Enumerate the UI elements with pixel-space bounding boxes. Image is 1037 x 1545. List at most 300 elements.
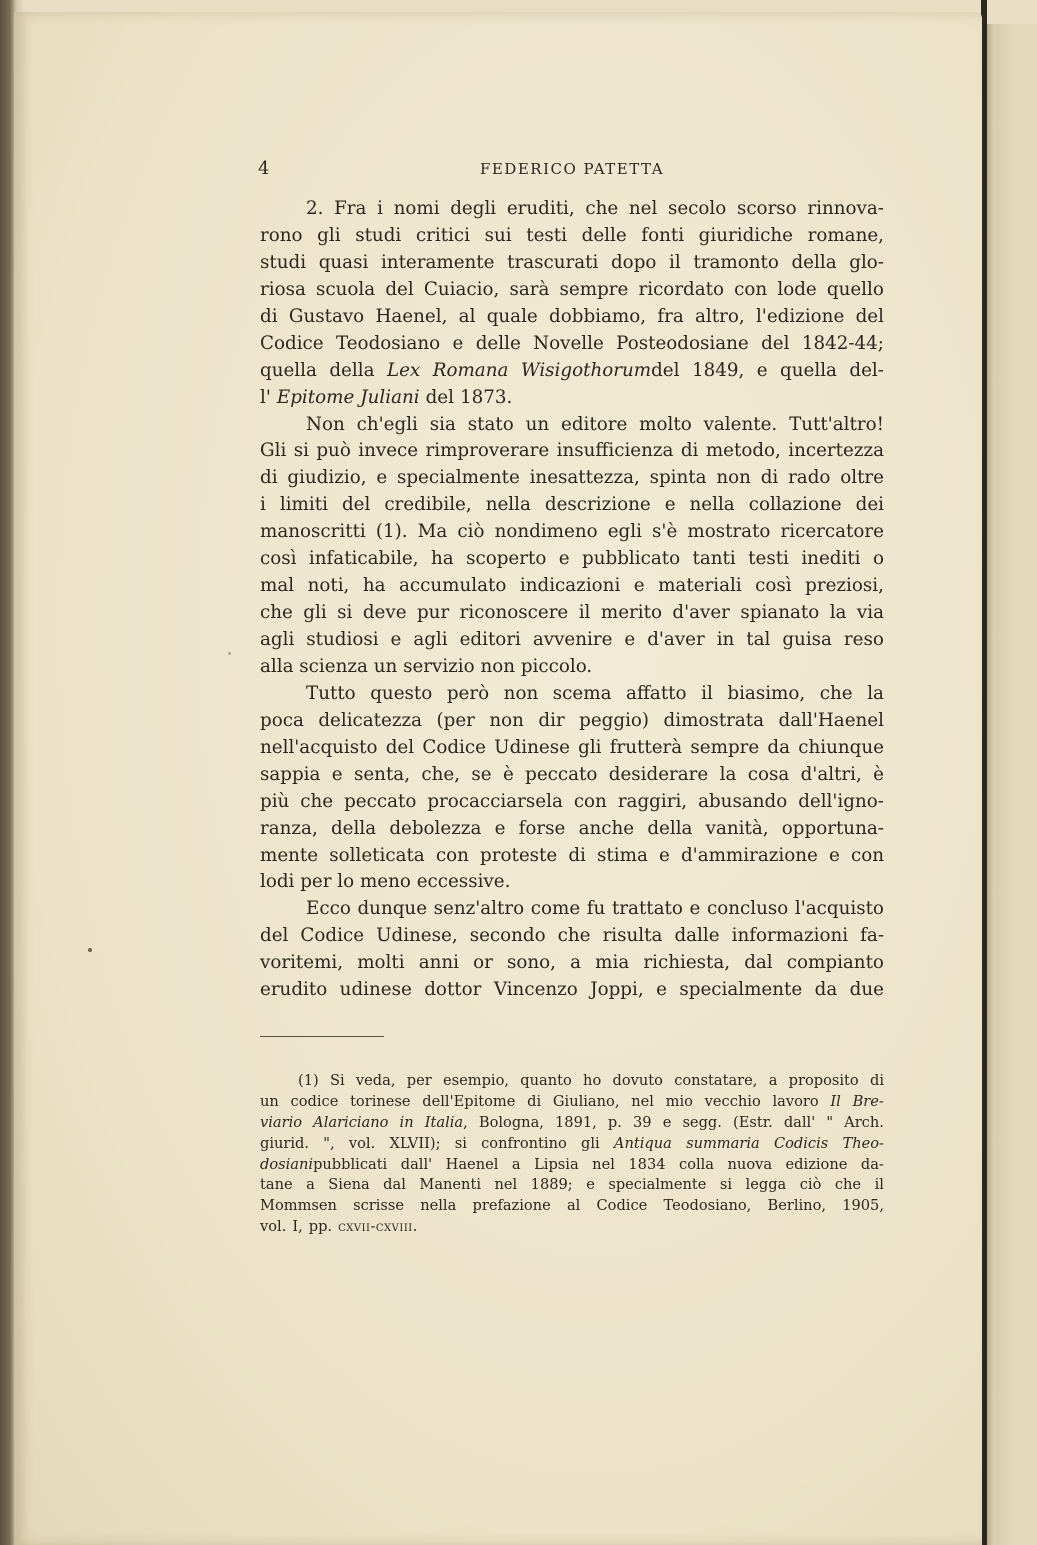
word: il <box>669 251 681 273</box>
word: biasimo, <box>727 682 806 704</box>
word: che <box>819 682 853 704</box>
word: specialmente <box>679 979 803 1001</box>
word: Cuiacio, <box>423 278 500 300</box>
word: p. <box>607 1113 622 1131</box>
word: mente <box>260 844 319 866</box>
word: dall' <box>400 1155 433 1173</box>
text-line <box>260 843 884 870</box>
word: prefazione <box>472 1197 551 1215</box>
word: d'altri, <box>800 763 862 785</box>
word: giudizio, <box>287 467 367 489</box>
word: mal <box>260 575 295 597</box>
text-line <box>260 385 884 412</box>
word: vol. <box>348 1134 376 1152</box>
word: solleticata <box>329 844 425 866</box>
word: colla <box>679 1155 715 1173</box>
word: fa- <box>860 925 884 947</box>
word: al <box>566 1197 581 1215</box>
footnote-line <box>260 1134 884 1155</box>
word: nel <box>631 1092 654 1110</box>
word: o <box>872 548 884 570</box>
word: del <box>425 386 454 408</box>
word: delle <box>475 332 521 354</box>
word: la <box>829 602 847 624</box>
word: di <box>568 844 586 866</box>
word: della <box>791 251 837 273</box>
word: tanti <box>692 548 736 570</box>
word: guisa <box>782 629 832 650</box>
word: Giuliano, <box>552 1092 620 1110</box>
word: dunque <box>357 898 428 920</box>
word: poca <box>260 709 304 731</box>
word: I, <box>292 1218 303 1236</box>
word: (1) <box>298 1072 319 1089</box>
word: sia <box>429 413 456 435</box>
word: con <box>850 844 884 866</box>
word: tane <box>260 1176 293 1194</box>
word: incertezza <box>788 440 884 462</box>
word: il <box>874 1176 884 1194</box>
word: debolezza <box>389 817 482 839</box>
word: più <box>260 790 290 812</box>
word: si <box>719 1176 733 1194</box>
word: affatto <box>626 682 687 704</box>
word: da- <box>860 1155 884 1173</box>
word: al <box>458 305 476 327</box>
text-line <box>260 896 884 923</box>
footnote-line <box>260 1155 884 1176</box>
word: Italia <box>424 1113 464 1131</box>
word: avvenire <box>532 629 613 650</box>
word: stato <box>467 413 514 435</box>
text-run: lodi per lo meno eccessive. <box>260 871 511 893</box>
word: e <box>494 817 506 839</box>
word: di <box>760 467 779 489</box>
word: constatare, <box>674 1072 758 1089</box>
word: rono <box>260 224 303 246</box>
word: ranza, <box>260 817 318 839</box>
word: edizione <box>785 1155 848 1173</box>
footnote-line <box>260 1196 884 1217</box>
word: abusando <box>698 790 788 812</box>
word: torinese <box>350 1092 411 1110</box>
word: e <box>756 359 768 381</box>
word: compianto <box>786 952 884 974</box>
word: invece <box>358 440 419 462</box>
text-line <box>260 600 884 627</box>
word: Teodosiano <box>335 332 441 354</box>
word: gli <box>581 1134 600 1152</box>
word: quella <box>780 359 837 381</box>
word: ha <box>362 575 386 597</box>
word: collazione <box>748 494 842 516</box>
main-text <box>260 196 884 1004</box>
word: nella <box>420 1197 457 1215</box>
word: così <box>260 548 297 570</box>
word: codice <box>290 1092 339 1110</box>
word: Manenti <box>419 1176 481 1194</box>
word: riconoscere <box>459 602 569 624</box>
word: erudito <box>260 979 328 1001</box>
word: gli <box>317 224 341 246</box>
word: e <box>390 629 402 650</box>
footnote-line <box>260 1092 884 1113</box>
word: la <box>867 682 884 704</box>
word: senta, <box>353 763 411 785</box>
text-line <box>260 627 884 654</box>
word: che <box>260 602 293 624</box>
word: Bologna, <box>478 1113 544 1131</box>
word: rado <box>788 467 831 489</box>
word: Codice <box>300 925 365 947</box>
word: d'aver <box>647 629 705 650</box>
word: del <box>651 359 680 381</box>
word <box>360 385 454 412</box>
word: dal <box>383 1176 406 1194</box>
word: d'ammirazione <box>680 844 818 866</box>
paper-speck <box>228 652 231 655</box>
word: desiderare <box>608 763 709 785</box>
word: Arch. <box>844 1113 884 1131</box>
footnote-line <box>260 1217 884 1238</box>
running-title: FEDERICO PATETTA <box>479 160 665 178</box>
word <box>521 358 680 385</box>
word: ricordato <box>638 278 725 300</box>
text-line <box>260 412 884 439</box>
word: lavoro <box>772 1092 819 1110</box>
word: nel <box>592 1155 615 1173</box>
text-line <box>260 654 884 681</box>
text-line <box>260 923 884 950</box>
word: risulta <box>602 925 663 947</box>
footnotes <box>260 1071 884 1238</box>
word: raggiri, <box>617 790 688 812</box>
text-line <box>260 735 884 762</box>
word: inediti <box>801 548 861 570</box>
word: editore <box>561 413 628 435</box>
page-header <box>258 158 886 182</box>
word: e <box>689 898 701 920</box>
word: Theo- <box>842 1134 884 1152</box>
word: si <box>337 602 353 624</box>
word: nella <box>485 494 531 516</box>
word: è <box>873 763 884 785</box>
word: Novelle <box>533 332 604 354</box>
word: Posteodosiane <box>616 332 749 354</box>
word: può <box>316 440 351 462</box>
word: e <box>558 548 570 570</box>
word: viario <box>260 1113 303 1131</box>
word: Mommsen <box>260 1197 337 1215</box>
word: veda, <box>355 1072 396 1089</box>
word: un <box>260 1092 279 1110</box>
paper-speck <box>88 948 92 952</box>
word: i <box>377 198 383 219</box>
word: molto <box>639 413 692 435</box>
word: sempre <box>559 278 629 300</box>
text-line <box>260 869 884 896</box>
word: l' <box>260 386 271 408</box>
word: di <box>869 1072 884 1089</box>
word: limiti <box>279 494 328 516</box>
word: 1842-44; <box>801 332 884 354</box>
word: gli <box>303 602 327 624</box>
footnote-line <box>260 1113 884 1134</box>
word: e <box>662 1113 672 1131</box>
word: (per <box>436 709 475 731</box>
word: dottor <box>424 979 482 1001</box>
word: quale <box>486 305 538 327</box>
word: pubblicati <box>313 1155 388 1173</box>
word: quanto <box>520 1072 572 1089</box>
word: studi <box>355 224 402 246</box>
word: due <box>849 979 884 1001</box>
text-line <box>260 358 884 385</box>
word: ciò <box>799 1176 822 1194</box>
word: a <box>768 1072 778 1089</box>
word: cosa <box>747 763 790 785</box>
word: Non <box>306 413 345 435</box>
text-line <box>260 277 884 304</box>
word: nella <box>689 494 735 516</box>
word: dell'igno- <box>798 790 884 812</box>
word: proposito <box>788 1072 859 1089</box>
word: studiosi <box>306 629 379 650</box>
word: Gustavo <box>288 305 365 327</box>
word: specialmente <box>396 467 520 489</box>
text-line <box>260 762 884 789</box>
word: 1849, <box>691 359 745 381</box>
word: mio <box>665 1092 693 1110</box>
text-line <box>260 950 884 977</box>
word: Lex <box>386 359 421 381</box>
word: dell'Epitome <box>422 1092 516 1110</box>
word: materiali <box>658 575 742 597</box>
word: se <box>471 763 492 785</box>
word: di <box>260 305 278 327</box>
word: da <box>814 979 838 1001</box>
word: 2. <box>306 198 324 219</box>
word: nomi <box>393 198 440 219</box>
word: il <box>701 682 713 704</box>
footnote-line <box>260 1071 884 1092</box>
word: dimostrata <box>663 709 765 731</box>
word: nel <box>628 198 658 219</box>
word: i <box>260 494 266 516</box>
word: spianato <box>740 602 820 624</box>
word: concluso <box>706 898 789 920</box>
word: non <box>503 682 539 704</box>
word: e <box>664 494 676 516</box>
word: Berlino, <box>767 1197 826 1215</box>
text-line <box>260 708 884 735</box>
word: lode <box>777 278 817 300</box>
word: metodo, <box>705 440 781 462</box>
word: Teodosiano, <box>663 1197 752 1215</box>
word: via <box>856 602 884 624</box>
word: e <box>659 844 670 866</box>
word: d'aver <box>672 602 730 624</box>
word: della <box>329 359 375 381</box>
word: che <box>834 1176 862 1194</box>
text-line <box>260 331 884 358</box>
word: secolo <box>667 198 727 219</box>
word: da <box>767 736 791 758</box>
footnote-separator <box>260 1036 384 1037</box>
word: dall' <box>783 1113 816 1131</box>
word: e <box>452 332 464 354</box>
word: riosa <box>260 278 306 300</box>
word: molti <box>357 952 405 974</box>
word: 1889; <box>530 1176 573 1194</box>
word: anni <box>418 952 460 974</box>
word: altro, <box>695 305 745 327</box>
word <box>260 385 354 412</box>
word: Gli <box>260 440 287 462</box>
word: non <box>489 709 524 731</box>
word: e <box>376 467 388 489</box>
word: senz'altro <box>433 898 525 920</box>
word: la <box>719 763 737 785</box>
word: e <box>828 844 840 866</box>
word: Joppi, <box>590 979 644 1001</box>
word: tramonto <box>693 251 779 273</box>
text-line <box>260 196 884 223</box>
word: " <box>826 1113 834 1131</box>
word: noti, <box>307 575 350 597</box>
word: del <box>385 278 414 300</box>
word: ", <box>323 1134 335 1152</box>
word: Antiqua <box>613 1134 672 1152</box>
word: ha <box>430 548 454 570</box>
word: Tutt'altro! <box>789 413 884 435</box>
word: per <box>406 1072 432 1089</box>
word: spinta <box>649 467 707 489</box>
word <box>260 1155 387 1176</box>
word: legga <box>745 1176 787 1194</box>
word: secondo <box>469 925 546 947</box>
text-line <box>260 681 884 708</box>
word: egli <box>607 521 642 543</box>
word: studi <box>260 251 307 273</box>
word: del <box>855 305 884 327</box>
word: tal <box>746 629 771 650</box>
word: procacciarsela <box>427 790 563 812</box>
text-line <box>260 438 884 465</box>
word: segg. <box>682 1113 722 1131</box>
word: con <box>734 278 768 300</box>
word: deve <box>362 602 407 624</box>
word: del <box>761 332 790 354</box>
word: che, <box>421 763 461 785</box>
word: come <box>530 898 581 920</box>
word: Tutto <box>306 682 356 704</box>
word: del <box>341 494 371 516</box>
word: gli <box>578 736 602 758</box>
word: quella <box>260 359 317 381</box>
word: peccato <box>344 790 417 812</box>
word: 1873. <box>459 386 513 408</box>
text-line <box>260 304 884 331</box>
word: rimproverare <box>425 440 550 462</box>
word: e <box>624 629 636 650</box>
word: merito <box>600 602 662 624</box>
word: e <box>331 763 343 785</box>
word: pubblicato <box>582 548 681 570</box>
word: Alariciano <box>313 1113 389 1131</box>
word: dir <box>538 709 565 731</box>
word: Romana <box>432 359 509 381</box>
word: summaria <box>686 1134 760 1152</box>
word: descrizione <box>544 494 651 516</box>
word: e <box>586 1176 595 1194</box>
word: delicatezza <box>318 709 423 731</box>
word: mostrato <box>687 521 771 543</box>
word: accumulato <box>399 575 507 597</box>
word: dall'Haenel <box>778 709 884 731</box>
word: opportuna- <box>781 817 884 839</box>
text-line <box>260 519 884 546</box>
word: così <box>755 575 792 597</box>
text-line <box>260 816 884 843</box>
word: vecchio <box>704 1092 761 1110</box>
word: Udinese <box>494 736 570 758</box>
word: pp. <box>308 1218 333 1236</box>
word: del- <box>849 359 884 381</box>
word: proteste <box>480 844 558 866</box>
word: sui <box>484 224 512 246</box>
page-number: 4 <box>258 158 271 179</box>
word: di <box>527 1092 542 1110</box>
word: insufficienza <box>556 440 674 462</box>
word: che <box>300 790 334 812</box>
word: esempio, <box>442 1072 510 1089</box>
word: di <box>260 467 278 489</box>
word: nondimeno <box>494 521 598 543</box>
word: Ma <box>417 521 448 543</box>
word: peggio) <box>579 709 650 731</box>
word: testi <box>526 224 567 246</box>
word: sappia <box>260 763 321 785</box>
word: , <box>463 1113 468 1131</box>
word: non <box>716 467 751 489</box>
word: sempre <box>690 736 760 758</box>
word: eruditi, <box>506 198 575 219</box>
word: l'edizione <box>755 305 845 327</box>
word <box>425 1113 468 1134</box>
word: glo- <box>849 251 884 273</box>
word: questo <box>370 682 433 704</box>
word: infaticabile, <box>308 548 419 570</box>
word: Codicis <box>773 1134 829 1152</box>
word: dal <box>744 952 773 974</box>
word: Si <box>329 1072 345 1089</box>
word: Bre- <box>852 1092 884 1110</box>
word: 39 <box>633 1113 652 1131</box>
word: oltre <box>840 467 884 489</box>
word: in <box>399 1113 414 1131</box>
word: Vincenzo <box>493 979 578 1001</box>
word: e <box>633 575 645 597</box>
word: critici <box>415 224 470 246</box>
word: richiesta, <box>643 952 731 974</box>
word: trattato <box>611 898 683 920</box>
word: che <box>585 198 619 219</box>
word: in <box>716 629 735 650</box>
word: testi <box>748 548 789 570</box>
word: 1834 <box>628 1155 666 1173</box>
word: editori <box>459 629 521 650</box>
